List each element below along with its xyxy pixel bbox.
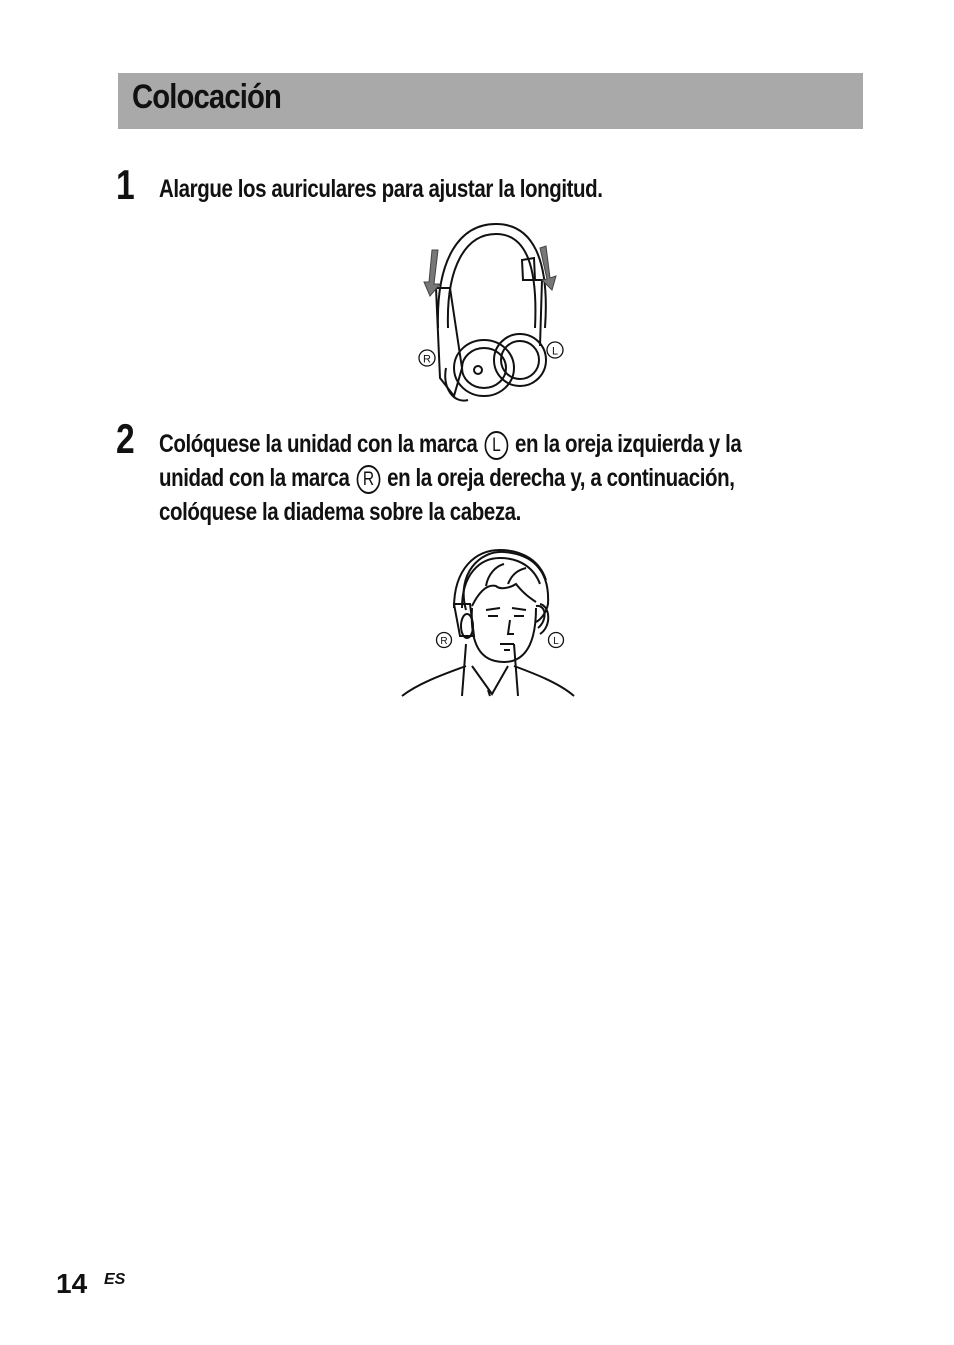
headphones-illustration xyxy=(410,218,580,410)
step-2-line-2a: unidad con la marca xyxy=(159,464,350,492)
figure2-right-label: R xyxy=(440,636,448,647)
step-2-line-1a: Colóquese la unidad con la marca xyxy=(159,430,478,458)
step-2-line-2b: en la oreja derecha y, a continuación, xyxy=(387,464,735,492)
right-mark-icon: R xyxy=(356,465,380,494)
step-2-line-2 xyxy=(159,461,735,495)
page-number: 14 xyxy=(56,1268,88,1299)
step-2-line-1b: en la oreja izquierda y la xyxy=(515,430,742,458)
language-code: ES xyxy=(104,1271,126,1288)
figure1-right-label: R xyxy=(423,353,431,366)
person-wearing-headphones-illustration xyxy=(400,544,576,700)
figure2-left-label: L xyxy=(553,636,559,647)
section-title: Colocación xyxy=(132,78,281,116)
figure1-left-label: L xyxy=(551,345,559,358)
step-2-number: 2 xyxy=(116,415,135,462)
step-2-line-1 xyxy=(159,427,741,461)
step-1-number: 1 xyxy=(116,161,135,208)
step-1-text: Alargue los auriculares para ajustar la longitud. xyxy=(159,175,603,203)
step-2-line-3: colóquese la diadema sobre la cabeza. xyxy=(159,498,521,526)
left-mark-icon: L xyxy=(484,431,508,460)
